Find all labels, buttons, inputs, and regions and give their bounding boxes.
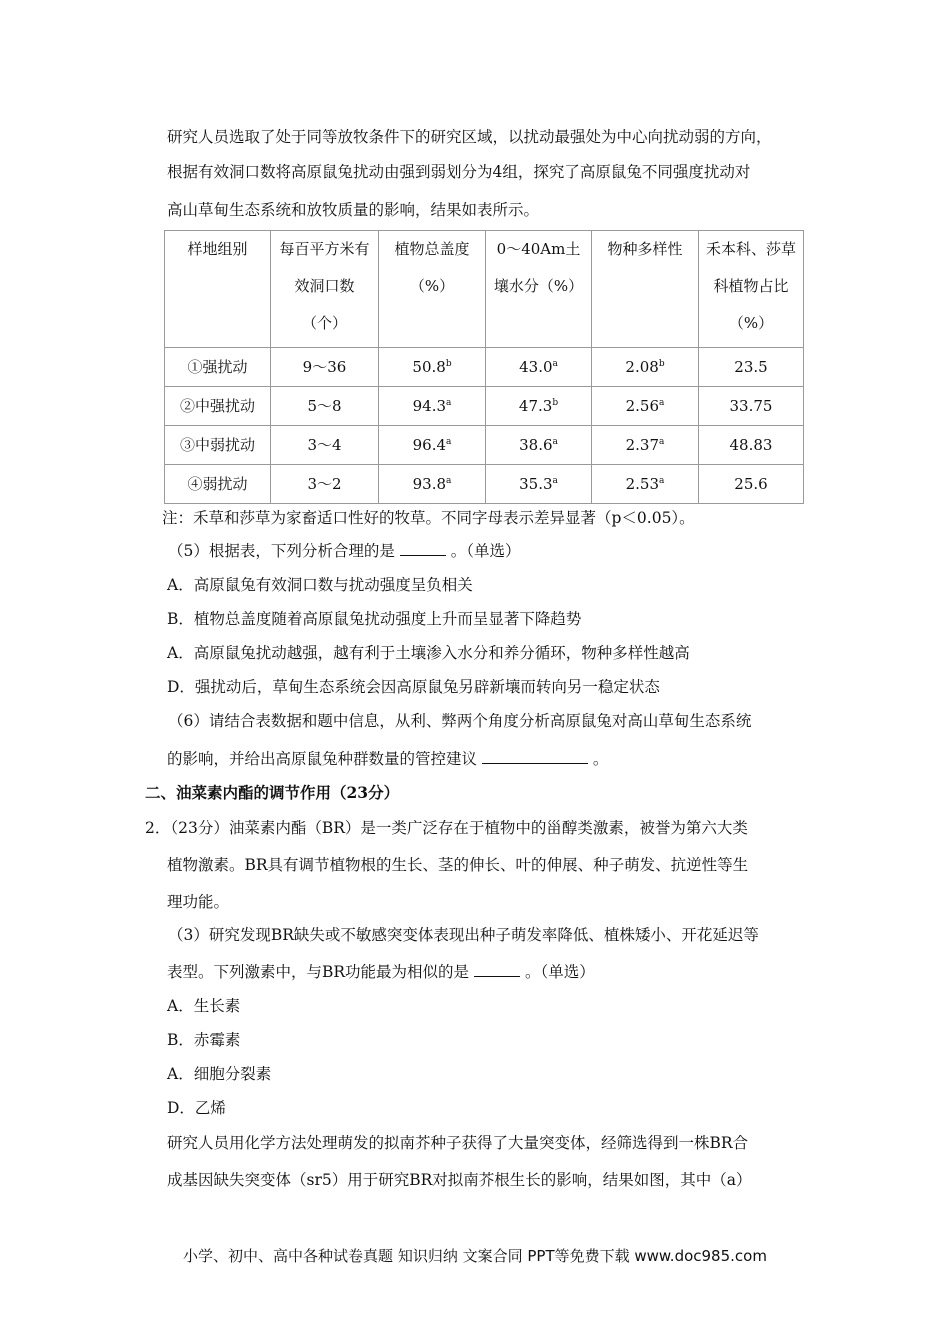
tail-line-2: 成基因缺失突变体（sr5）用于研究BR对拟南芥根生长的影响，结果如图，其中（a） <box>167 1171 752 1189</box>
cell-water: 43.0$^a$ <box>486 348 592 387</box>
question-3-option-d: D．乙烯 <box>167 1099 226 1117</box>
intro-line-3: 高山草甸生态系统和放牧质量的影响，结果如表所示。 <box>167 201 540 219</box>
cell-cover: 50.8$^b$ <box>379 348 486 387</box>
intro-line-2: 根据有效洞口数将高原鼠兔扰动由强到弱划分为4组，探究了高原鼠兔不同强度扰动对 <box>167 163 751 181</box>
cell-holes: 3～4 <box>271 426 379 465</box>
cell-water: 47.3$^b$ <box>486 387 592 426</box>
cell-group: ③中弱扰动 <box>165 426 271 465</box>
table-header-row <box>165 231 804 348</box>
table-note: 注：禾草和莎草为家畜适口性好的牧草。不同字母表示差异显著（p＜0.05）。 <box>162 509 695 527</box>
table-row <box>165 387 804 426</box>
answer-blank <box>400 541 446 556</box>
cell-diversity: 2.08$^b$ <box>592 348 699 387</box>
cell-holes: 5～8 <box>271 387 379 426</box>
cell-ratio: 25.6 <box>699 465 804 504</box>
question-6-line-2: 的影响，并给出高原鼠兔种群数量的管控建议 。 <box>167 750 609 768</box>
question-5-option-c: A．高原鼠兔扰动越强，越有利于土壤渗入水分和养分循环，物种多样性越高 <box>167 644 690 662</box>
tail-line-1: 研究人员用化学方法处理萌发的拟南芥种子获得了大量突变体，经筛选得到一株BR合 <box>167 1134 749 1152</box>
cell-diversity: 2.56$^a$ <box>592 387 699 426</box>
cell-ratio: 48.83 <box>699 426 804 465</box>
answer-blank <box>482 749 588 764</box>
question-5-option-b: B．植物总盖度随着高原鼠兔扰动强度上升而呈显著下降趋势 <box>167 610 582 628</box>
intro-line-1: 研究人员选取了处于同等放牧条件下的研究区域，以扰动最强处为中心向扰动弱的方向， <box>167 128 772 146</box>
page-footer: 小学、初中、高中各种试卷真题 知识归纳 文案合同 PPT等免费下载 www.doc985.com <box>183 1247 767 1265</box>
cell-diversity: 2.37$^a$ <box>592 426 699 465</box>
question-3-option-a: A．生长素 <box>167 997 241 1015</box>
question-6-line-1: （6）请结合表数据和题中信息，从利、弊两个角度分析高原鼠兔对高山草甸生态系统 <box>168 712 752 730</box>
header-ratio: 禾本科、莎草 科植物占比 （%） <box>699 231 804 348</box>
header-holes: 每百平方米有 效洞口数 （个） <box>271 231 379 348</box>
cell-cover: 93.8$^a$ <box>379 465 486 504</box>
question-3-line-2: 表型。下列激素中，与BR功能最为相似的是 。（单选） <box>167 963 595 981</box>
answer-blank <box>474 962 520 977</box>
question-5-option-a: A．高原鼠兔有效洞口数与扰动强度呈负相关 <box>167 576 473 594</box>
header-cover: 植物总盖度 （%） <box>379 231 486 348</box>
cell-group: ④弱扰动 <box>165 465 271 504</box>
section-2-heading: 二、油菜素内酯的调节作用（23分） <box>145 783 400 802</box>
question-2-line-1: 2．（23分）油菜素内酯（BR）是一类广泛存在于植物中的甾醇类激素，被誉为第六大类 <box>145 819 748 837</box>
table-row <box>165 465 804 504</box>
cell-holes: 9～36 <box>271 348 379 387</box>
cell-water: 38.6$^a$ <box>486 426 592 465</box>
cell-cover: 96.4$^a$ <box>379 426 486 465</box>
cell-diversity: 2.53$^a$ <box>592 465 699 504</box>
question-3-line-1: （3）研究发现BR缺失或不敏感突变体表现出种子萌发率降低、植株矮小、开花延迟等 <box>168 926 759 944</box>
results-table <box>164 230 804 504</box>
cell-ratio: 33.75 <box>699 387 804 426</box>
question-5-stem: （5）根据表，下列分析合理的是 。（单选） <box>168 542 521 560</box>
cell-holes: 3～2 <box>271 465 379 504</box>
question-3-option-c: A．细胞分裂素 <box>167 1065 272 1083</box>
header-diversity: 物种多样性 <box>592 231 699 348</box>
question-5-option-d: D．强扰动后，草甸生态系统会因高原鼠兔另辟新壤而转向另一稳定状态 <box>167 678 660 696</box>
cell-group: ①强扰动 <box>165 348 271 387</box>
header-group: 样地组别 <box>165 231 271 348</box>
cell-ratio: 23.5 <box>699 348 804 387</box>
table-row <box>165 426 804 465</box>
header-water: 0～40Am土 壤水分（%） <box>486 231 592 348</box>
cell-cover: 94.3$^a$ <box>379 387 486 426</box>
question-3-option-b: B．赤霉素 <box>167 1031 241 1049</box>
table-row <box>165 348 804 387</box>
question-2-line-3: 理功能。 <box>167 893 230 911</box>
cell-group: ②中强扰动 <box>165 387 271 426</box>
question-2-line-2: 植物激素。BR具有调节植物根的生长、茎的伸长、叶的伸展、种子萌发、抗逆性等生 <box>167 856 749 874</box>
cell-water: 35.3$^a$ <box>486 465 592 504</box>
